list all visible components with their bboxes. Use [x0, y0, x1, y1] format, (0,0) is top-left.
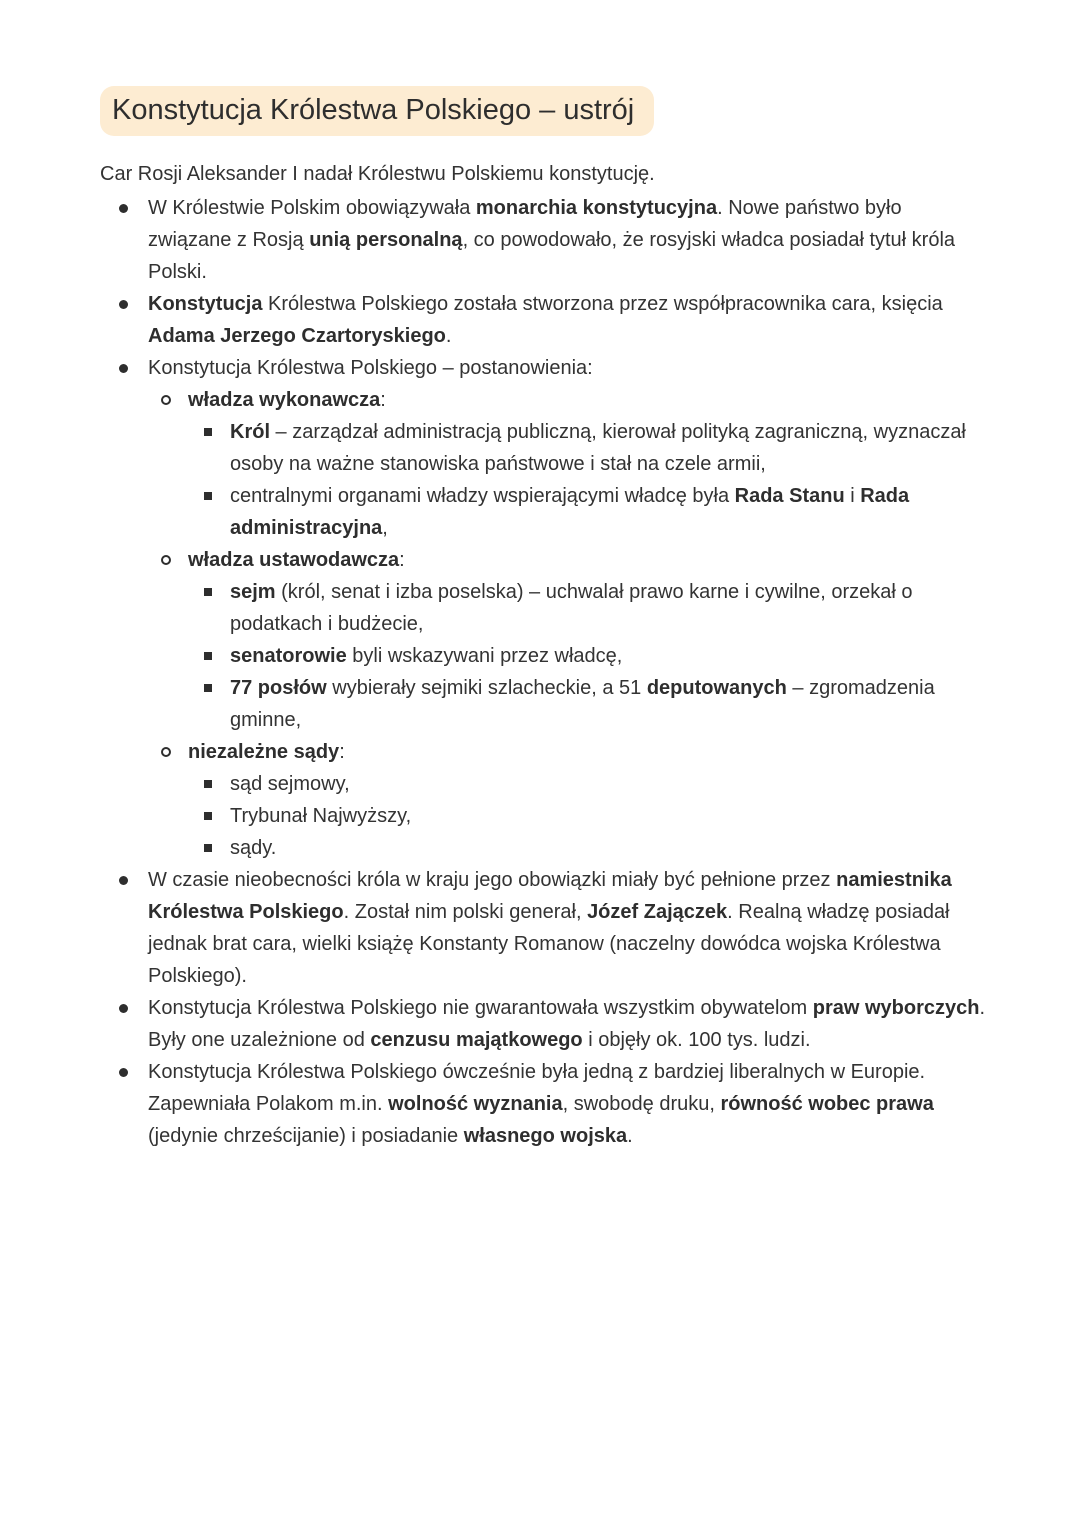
list-item	[100, 416, 988, 480]
list-item	[100, 480, 988, 544]
list-item	[100, 800, 988, 832]
list-item-text: sejm (król, senat i izba poselska) – uchwalał prawo karne i cywilne, orzekał o podatkach i budżecie,	[230, 581, 913, 635]
list-item-text: władza ustawodawcza:	[188, 549, 405, 571]
list-item	[100, 576, 988, 640]
bullet-square-icon	[204, 844, 212, 852]
list-item-text: sąd sejmowy,	[230, 773, 350, 795]
bullet-disc-icon	[119, 364, 128, 373]
bullet-square-icon	[204, 812, 212, 820]
bullet-circle-icon	[161, 555, 171, 565]
list-item	[100, 384, 988, 416]
bullet-square-icon	[204, 780, 212, 788]
list-item	[100, 352, 988, 384]
intro-paragraph: Car Rosji Aleksander I nadał Królestwu Polskiemu konstytucję.	[100, 163, 655, 185]
list-item	[100, 544, 988, 576]
list-item-text: centralnymi organami władzy wspierającymi władcę była Rada Stanu i Rada administracyjna,	[230, 485, 910, 539]
bullet-disc-icon	[119, 300, 128, 309]
list-item	[100, 864, 988, 992]
list-item-text: senatorowie byli wskazywani przez władcę,	[230, 645, 623, 667]
list-item	[100, 992, 988, 1056]
list-item	[100, 672, 988, 736]
list-item-text: sądy.	[230, 837, 277, 859]
list-item-text: władza wykonawcza:	[188, 389, 386, 411]
bullet-square-icon	[204, 588, 212, 596]
bullet-square-icon	[204, 652, 212, 660]
list-item-text: Konstytucja Królestwa Polskiego została stworzona przez współpracownika cara, księcia Adama Jerzego Czartoryskiego.	[148, 293, 943, 347]
list-item	[100, 832, 988, 864]
bullet-circle-icon	[161, 747, 171, 757]
bullet-disc-icon	[119, 204, 128, 213]
bullet-square-icon	[204, 684, 212, 692]
list-item-text: W Królestwie Polskim obowiązywała monarchia konstytucyjna. Nowe państwo było związane z Rosją unią personalną, co powodowało, że rosyjski władca posiadał tytuł króla Polski.	[148, 197, 956, 283]
list-item	[100, 192, 988, 288]
list-item	[100, 768, 988, 800]
list-item	[100, 1056, 988, 1152]
list-item-text: Konstytucja Królestwa Polskiego ówcześnie była jedną z bardziej liberalnych w Europie. Zapewniała Polakom m.in. wolność wyznania, swobodę druku, równość wobec prawa (jedynie chrześcijanie) i posiadanie własnego wojska.	[148, 1061, 934, 1147]
bullet-circle-icon	[161, 395, 171, 405]
page-title: Konstytucja Królestwa Polskiego – ustrój	[100, 86, 654, 136]
bullet-disc-icon	[119, 876, 128, 885]
bullet-disc-icon	[119, 1068, 128, 1077]
list-item-text: Trybunał Najwyższy,	[230, 805, 412, 827]
list-item-text: Konstytucja Królestwa Polskiego – postanowienia:	[148, 357, 593, 379]
bullet-disc-icon	[119, 1004, 128, 1013]
list-item	[100, 288, 988, 352]
list-item-text: W czasie nieobecności króla w kraju jego obowiązki miały być pełnione przez namiestnika Królestwa Polskiego. Został nim polski generał, Józef Zajączek. Realną władzę posiadał jednak brat cara, wielki książę Konstanty Romanow (naczelny dowódca wojska Królestwa Polskiego).	[148, 869, 952, 987]
list-item-text: 77 posłów wybierały sejmiki szlacheckie, a 51 deputowanych – zgromadzenia gminne,	[230, 677, 935, 731]
list-item-text: niezależne sądy:	[188, 741, 345, 763]
bullet-square-icon	[204, 428, 212, 436]
content-list	[100, 192, 988, 1152]
list-item-text: Konstytucja Królestwa Polskiego nie gwarantowała wszystkim obywatelom praw wyborczych. Były one uzależnione od cenzusu majątkowego i objęły ok. 100 tys. ludzi.	[148, 997, 986, 1051]
list-item	[100, 736, 988, 768]
list-item-text: Król – zarządzał administracją publiczną, kierował polityką zagraniczną, wyznaczał osoby na ważne stanowiska państwowe i stał na czele armii,	[230, 421, 966, 475]
list-item	[100, 640, 988, 672]
bullet-square-icon	[204, 492, 212, 500]
